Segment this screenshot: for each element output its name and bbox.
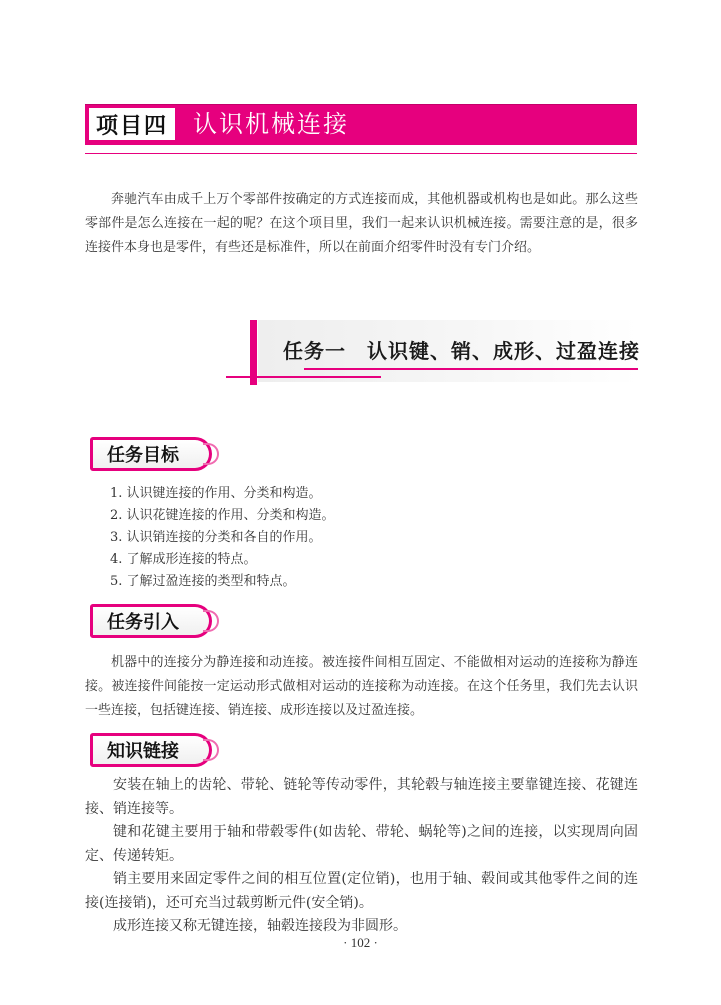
list-item: 1. 认识键连接的作用、分类和构造。 <box>110 486 322 501</box>
list-item: 4. 了解成形连接的特点。 <box>110 552 257 567</box>
list-item: 3. 认识销连接的分类和各自的作用。 <box>110 530 322 545</box>
list-item: 5. 了解过盈连接的类型和特点。 <box>110 574 296 589</box>
section-intro-heading: 任务引入 <box>90 604 212 638</box>
knowledge-paragraph: 成形连接又称无键连接，轴毂连接段为非圆形。 <box>113 918 407 934</box>
task-title: 任务一 认识键、销、成形、过盈连接 <box>283 339 640 363</box>
page-number: · 102 · <box>343 935 378 950</box>
section-knowledge-heading: 知识链接 <box>90 733 212 767</box>
knowledge-paragraph: 键和花键主要用于轴和带毂零件(如齿轮、带轮、蜗轮等)之间的连接，以实现周向固定、传递转矩。 <box>85 824 638 864</box>
section-goals-heading: 任务目标 <box>90 437 212 471</box>
project-label: 项目四 <box>89 108 175 140</box>
intro-paragraph: 奔驰汽车由成千上万个零部件按确定的方式连接而成，其他机器或机构也是如此。那么这些零部件是怎么连接在一起的呢？在这个项目里，我们一起来认识机械连接。需要注意的是，很多连接件本身也是零件，有些还是标准件，所以在前面介绍零件时没有专门介绍。 <box>85 192 638 255</box>
task-underline-short <box>226 376 381 378</box>
project-title: 认识机械连接 <box>193 110 349 138</box>
task-underline-long <box>304 368 638 370</box>
list-item: 2. 认识花键连接的作用、分类和构造。 <box>110 508 335 523</box>
knowledge-body <box>85 774 638 939</box>
intro-task-paragraph: 机器中的连接分为静连接和动连接。被连接件间相互固定、不能做相对运动的连接称为静连接。被连接件间能按一定运动形式做相对运动的连接称为动连接。在这个任务里，我们先去认识一些连接，包括键连接、销连接、成形连接以及过盈连接。 <box>85 655 638 718</box>
knowledge-paragraph: 安装在轴上的齿轮、带轮、链轮等传动零件，其轮毂与轴连接主要靠键连接、花键连接、销连接等。 <box>85 777 638 817</box>
knowledge-paragraph: 销主要用来固定零件之间的相互位置(定位销)，也用于轴、毂间或其他零件之间的连接(连接销)，还可充当过载剪断元件(安全销)。 <box>85 871 638 911</box>
goals-list <box>110 483 335 593</box>
